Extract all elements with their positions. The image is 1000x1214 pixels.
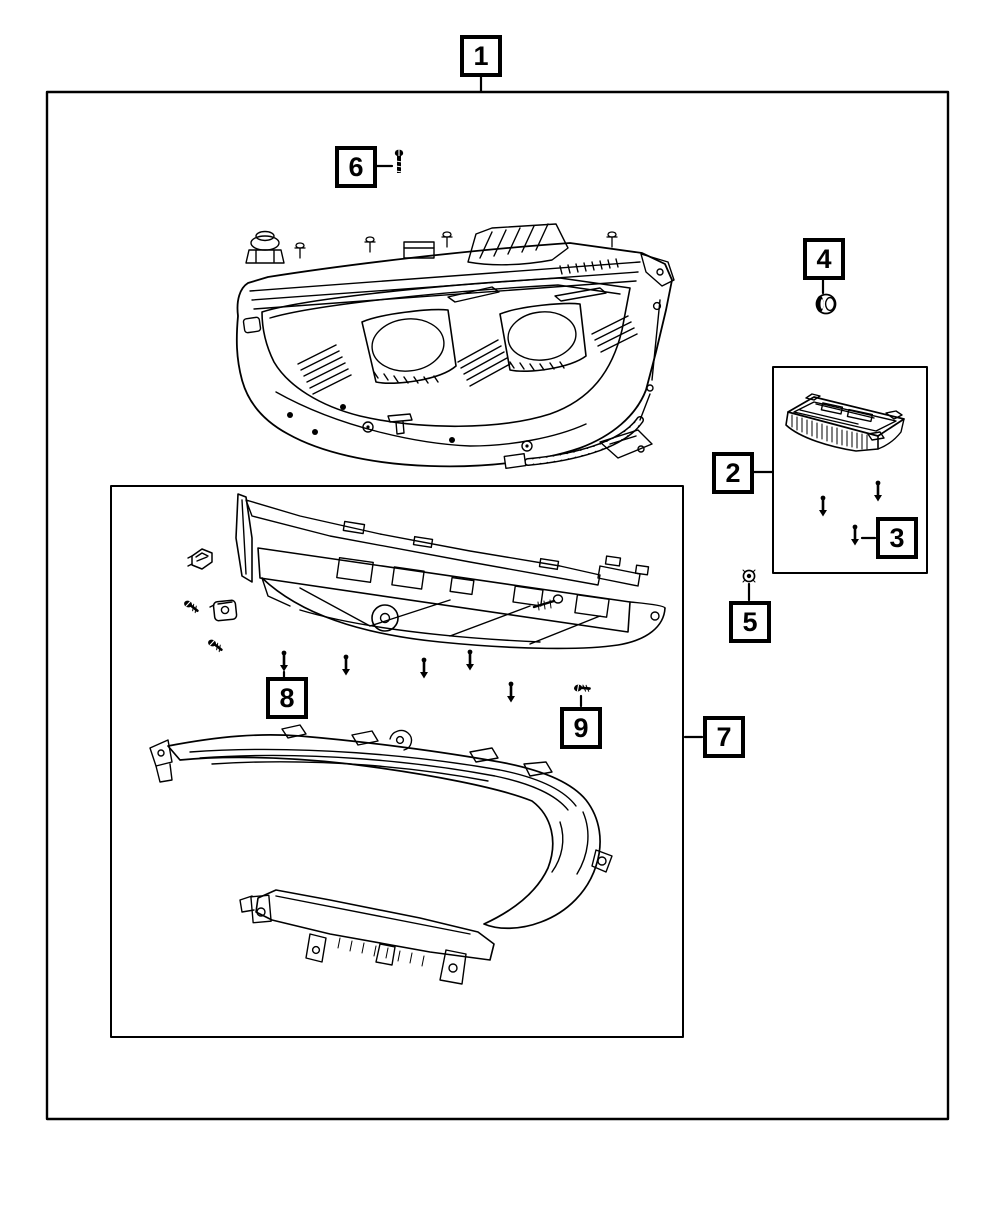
lower-lamp-drawing [150,725,612,984]
callout-number-3: 3 [889,522,905,553]
screw-6-drawing [395,150,403,173]
callout-box-3 [876,517,918,559]
callout-number-8: 8 [279,682,295,713]
retainer-5-drawing [743,570,755,582]
callout-number-4: 4 [816,243,832,274]
bracket-drawing [236,494,665,648]
callout-number-9: 9 [573,712,589,743]
callout-box-4 [803,238,845,280]
callout-box-6 [335,146,377,188]
callout-box-8 [266,677,308,719]
screw-9-drawing [573,682,590,695]
callout-number-7: 7 [716,721,732,752]
callout-box-1 [460,35,502,77]
callout-box-7 [703,716,745,758]
clip-drawings [182,549,237,652]
callout-number-2: 2 [725,457,741,488]
screw-row [280,650,515,703]
screw-3-drawing [851,525,859,546]
rail-bolts [295,232,617,258]
module-screws [819,481,882,517]
callout-number-1: 1 [473,40,489,71]
callout-box-5 [729,601,771,643]
callout-number-6: 6 [348,151,364,182]
callout-number-5: 5 [742,606,758,637]
grommet-4-drawing [816,295,835,314]
module-drawing [786,394,904,451]
headlamp-assembly-drawing [237,224,674,468]
callout-box-9 [560,707,602,749]
callout-box-2 [712,452,754,494]
